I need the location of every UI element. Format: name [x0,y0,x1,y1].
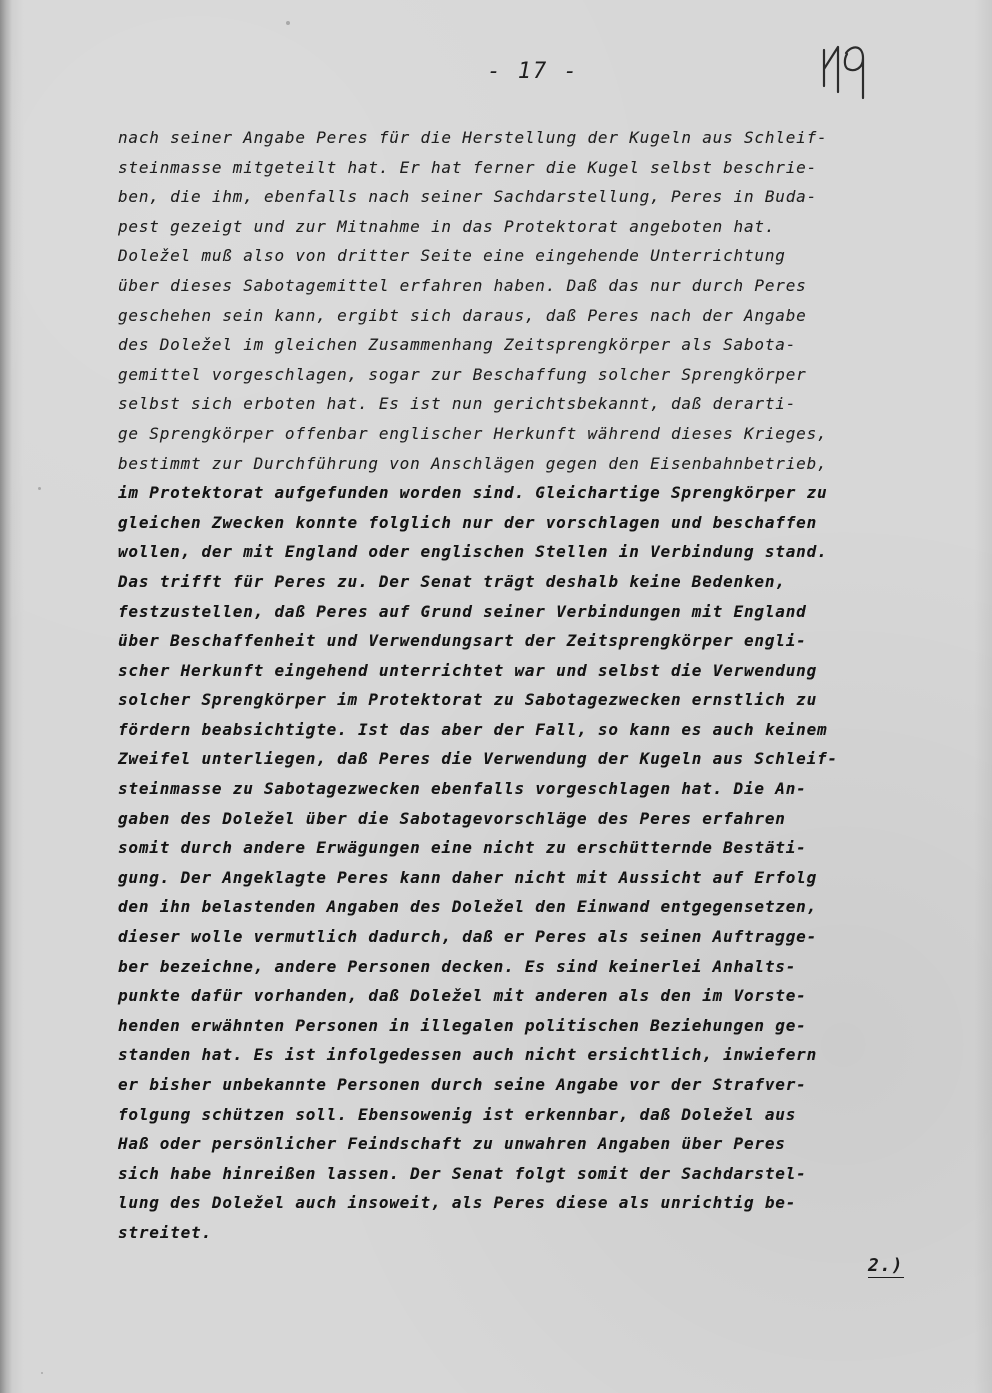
body-line: sich habe hinreißen lassen. Der Senat folgt somit der Sachdarstel- [118,1163,807,1183]
document-body-text [118,123,956,1248]
body-line: Haß oder persönlicher Feindschaft zu unwahren Angaben über Peres [118,1134,786,1154]
body-line: festzustellen, daß Peres auf Grund seiner Verbindungen mit England [118,601,807,621]
body-line: ben, die ihm, ebenfalls nach seiner Sachdarstellung, Peres in Buda- [118,187,817,207]
left-page-edge-shadow [0,0,12,1393]
body-line: gemittel vorgeschlagen, sogar zur Beschaffung solcher Sprengkörper [118,364,807,384]
body-line: Das trifft für Peres zu. Der Senat trägt deshalb keine Bedenken, [118,571,786,591]
body-line: wollen, der mit England oder englischen Stellen in Verbindung stand. [118,542,828,562]
body-line: punkte dafür vorhanden, daß Doležel mit anderen als den im Vorste- [118,986,807,1006]
page-number: - 17 - [487,59,579,84]
body-line: den ihn belastenden Angaben des Doležel den Einwand entgegensetzen, [118,897,817,917]
body-line: scher Herkunft eingehend unterrichtet war und selbst die Verwendung [118,660,817,680]
body-line: standen hat. Es ist infolgedessen auch nicht ersichtlich, inwiefern [118,1045,817,1065]
body-line: gaben des Doležel über die Sabotagevorschläge des Peres erfahren [118,808,786,828]
body-line: henden erwähnten Personen in illegalen politischen Beziehungen ge- [118,1015,807,1035]
body-line: selbst sich erboten hat. Es ist nun gerichtsbekannt, daß derarti- [118,394,797,414]
body-line: Zweifel unterliegen, daß Peres die Verwendung der Kugeln aus Schleif- [118,749,838,769]
body-line: solcher Sprengkörper im Protektorat zu Sabotagezwecken ernstlich zu [118,690,817,710]
body-line: steinmasse mitgeteilt hat. Er hat ferner die Kugel selbst beschrie- [118,157,817,177]
body-line: ber bezeichne, andere Personen decken. Es sind keinerlei Anhalts- [118,956,797,976]
dust-speck [38,487,41,490]
body-line: dieser wolle vermutlich dadurch, daß er Peres als seinen Auftragge- [118,927,817,947]
body-line: somit durch andere Erwägungen eine nicht zu erschütternde Bestäti- [118,838,807,858]
body-line: folgung schützen soll. Ebensowenig ist erkennbar, daß Doležel aus [118,1104,797,1124]
body-line: er bisher unbekannte Personen durch seine Angabe vor der Strafver- [118,1075,807,1094]
body-line: des Doležel im gleichen Zusammenhang Zeitsprengkörper als Sabota- [118,335,797,355]
body-line: über dieses Sabotagemittel erfahren haben. Daß das nur durch Peres [118,275,807,295]
body-line: gung. Der Angeklagte Peres kann daher nicht mit Aussicht auf Erfolg [118,867,817,887]
body-line: gleichen Zwecken konnte folglich nur der vorschlagen und beschaffen [118,512,817,532]
body-line: lung des Doležel auch insoweit, als Peres diese als unrichtig be- [118,1193,797,1213]
body-line: streitet. [118,1222,212,1242]
right-page-edge-shadow [974,0,992,1393]
body-line: nach seiner Angabe Peres für die Herstellung der Kugeln aus Schleif- [118,128,828,147]
body-line: im Protektorat aufgefunden worden sind. Gleichartige Sprengkörper zu [118,483,828,503]
archive-mark [816,38,878,108]
body-line: pest gezeigt und zur Mitnahme in das Protektorat angeboten hat. [118,216,776,236]
body-line: geschehen sein kann, ergibt sich daraus, daß Peres nach der Angabe [118,305,807,325]
body-line: Doležel muß also von dritter Seite eine eingehende Unterrichtung [118,246,786,266]
dust-speck [286,21,290,25]
body-line: über Beschaffenheit und Verwendungsart der Zeitsprengkörper engli- [118,631,807,651]
body-line: steinmasse zu Sabotagezwecken ebenfalls vorgeschlagen hat. Die An- [118,779,807,799]
continuation-mark: 2.) [868,1255,904,1276]
body-line: bestimmt zur Durchführung von Anschlägen gegen den Eisenbahnbetrieb, [118,453,828,473]
dust-speck [41,1372,43,1374]
handwritten-number-mark [816,38,878,108]
body-line: ge Sprengkörper offenbar englischer Herkunft während dieses Krieges, [118,423,828,443]
body-line: fördern beabsichtigte. Ist das aber der Fall, so kann es auch keinem [118,719,828,739]
